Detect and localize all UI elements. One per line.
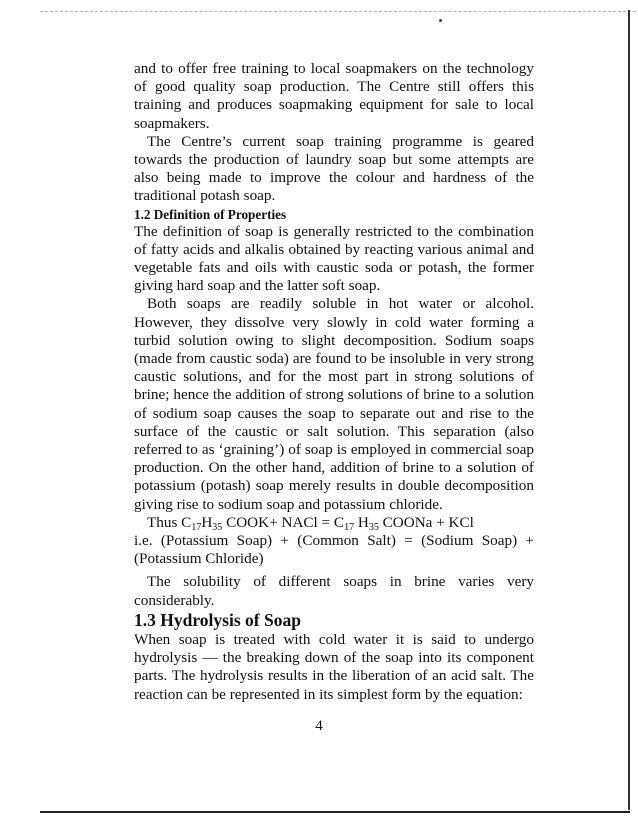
equation-subscript: 17: [344, 521, 355, 533]
equation-part: H: [354, 513, 369, 531]
reaction-equation: [134, 514, 534, 532]
equation-part: Thus C: [147, 513, 192, 531]
equation-part: COOK+ NACl = C: [222, 513, 345, 531]
bottom-border-line: [40, 811, 630, 813]
equation-explanation: i.e. (Potassium Soap) + (Common Salt) = (Sodium Soap) + (Potassium Chloride): [134, 532, 534, 568]
paragraph-hydrolysis: When soap is treated with cold water it is said to undergo hydrolysis — the breaking down of the soap into its component parts. The hydrolysis results in the liberation of an acid salt. The reaction can be represented in its simplest form by the equation:: [134, 630, 534, 703]
paragraph-brine-solubility: The solubility of different soaps in brine varies very considerably.: [134, 573, 534, 609]
body-text: [134, 60, 534, 704]
paragraph-solubility: Both soaps are readily soluble in hot water or alcohol. However, they dissolve very slowly in cold water forming a turbid solution owing to slight decomposition. Sodium soaps (made from caustic soda) are found to be insoluble in very strong caustic solutions, and for the most part in strong solutions of brine; hence the addition of strong solutions of brine to a solution of sodium soap causes the soap to separate out and rise to the surface of the caustic or salt solution. This separation (also referred to as ‘graining’) of soap is employed in commercial soap production. On the other hand, addition of brine to a solution of potassium (potash) soap merely results in double decomposition giving rise to sodium soap and potassium chloride.: [134, 295, 534, 513]
paragraph-definition: The definition of soap is generally restricted to the combination of fatty acids and alkalis obtained by reacting various animal and vegetable fats and oils with caustic soda or potash, the former giving hard soap and the latter soft soap.: [134, 222, 534, 295]
equation-subscript: 35: [368, 521, 379, 533]
section-heading-1-3: 1.3 Hydrolysis of Soap: [134, 609, 301, 630]
equation-part: H: [201, 513, 213, 531]
equation-subscript: 35: [212, 521, 223, 533]
paragraph-programme: The Centre’s current soap training programme is geared towards the production of laundry soap but some attempts are also being made to improve the colour and hardness of the traditional potash soap.: [134, 132, 534, 205]
right-border-line: [628, 10, 630, 810]
top-border-line: [40, 11, 636, 12]
scan-speck: [439, 19, 442, 22]
section-heading-1-2: 1.2 Definition of Properties: [134, 206, 287, 222]
paragraph-training: and to offer free training to local soapmakers on the technology of good quality soap production. The Centre still offers this training and produces soapmaking equipment for sale to local soapmakers.: [134, 60, 534, 132]
equation-part: COONa + KCl: [378, 513, 474, 531]
page-number: 4: [315, 718, 323, 734]
equation-subscript: 17: [191, 521, 202, 533]
